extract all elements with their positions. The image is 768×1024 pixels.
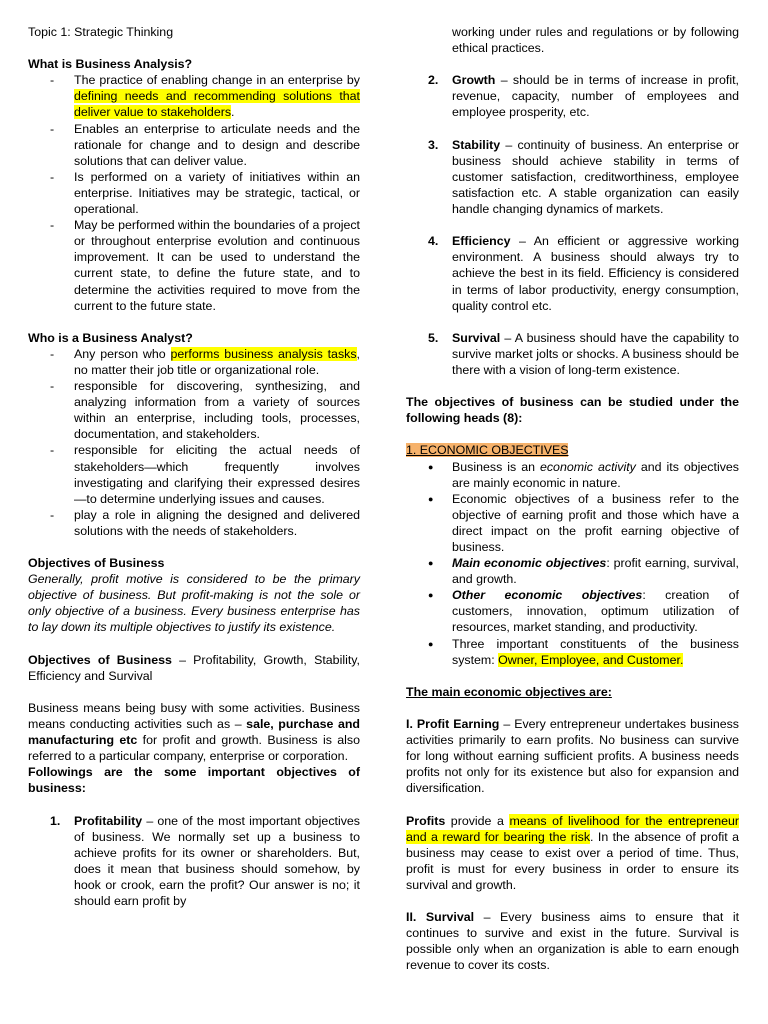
highlighted-text: performs business analysis tasks (170, 346, 357, 361)
ba-role-list (28, 346, 360, 539)
objectives-heading: Objectives of Business (28, 556, 165, 571)
list-item: 2. Growth – should be in terms of increase in profit, revenue, capacity, number of employees and employee prosperity, etc. (428, 73, 739, 120)
list-item: ● Three important constituents of the business system: Owner, Employee, and Customer. (406, 636, 739, 668)
objectives-list-left (28, 813, 360, 910)
list-item: ● Main economic objectives: profit earning, survival, and growth. (406, 555, 739, 587)
list-item: 3. Stability – continuity of business. An enterprise or business should achieve stability in terms of customer satisfaction, creditworthiness, employee satisfaction etc. A stable organization can easily handle changing dynamics of markets. (428, 137, 739, 217)
main-economic-objectives-heading: The main economic objectives are: (406, 684, 612, 699)
highlighted-text: Owner, Employee, and Customer. (498, 652, 684, 667)
list-item: - The practice of enabling change in an enterprise by defining needs and recommending solutions that deliver value to stakeholders. (28, 72, 360, 120)
list-item: 5. Survival – A business should have the capability to survive market jolts or shocks. A business should be there with a vision of long-term existence. (428, 330, 739, 377)
right-column (406, 24, 739, 974)
who-is-ba-heading: Who is a Business Analyst? (28, 330, 193, 345)
list-item-continued: working under rules and regulations or by following ethical practices. (452, 25, 739, 56)
survival-paragraph: II. Survival – Every business aims to ensure that it continues to survive and exist in the future. Survival is possible only when an organization is able to earn enough revenue to cover its costs. (406, 910, 740, 973)
list-item: 1. Profitability – one of the most important objectives of business. We normally set up a business to achieve profits for its owner or shareholders. But, does it mean that business should somehow, by hook or crook, earn the profit? Our answer is no; it should earn profit by (50, 813, 360, 909)
economic-objectives-heading: 1. ECONOMIC OBJECTIVES (406, 443, 569, 458)
highlighted-text: defining needs and recommending solutions that deliver value to stakeholders (74, 89, 360, 120)
list-item: - May be performed within the boundaries of a project or throughout enterprise evolution and continuous improvement. It can be used to understand the current state, to define the future state, and to determine the activities required to move from the current to the future state. (28, 217, 360, 314)
followings-heading: Followings are the some important objectives of business: (28, 765, 360, 796)
list-item: 4. Efficiency – An efficient or aggressive working environment. A business should always try to achieve the best in its field. Efficiency is considered in terms of labor productivity, energy consumption, quality control etc. (428, 234, 739, 313)
list-item: ● Other economic objectives: creation of customers, innovation, optimum utilization of resources, market standing, and productivity. (406, 587, 739, 635)
profits-paragraph: Profits provide a means of livelihood for the entrepreneur and a reward for bearing the risk. In the absence of profit a business may cease to exist over a period of time. Thus, profit is must for every business in order to ensure its survival and growth. (406, 813, 739, 892)
list-item: ● Economic objectives of a business refer to the objective of earning profit and those which have a direct impact on the profit earning objective of business. (406, 491, 739, 555)
ba-definition-list (28, 72, 360, 313)
economic-objectives-list (406, 459, 739, 668)
list-item: - play a role in aligning the designed and delivered solutions with the needs of stakeholders. (28, 507, 360, 539)
list-item: - responsible for discovering, synthesizing, and analyzing information from a variety of sources within an enterprise, including tools, processes, documentation, and stakeholders. (28, 378, 360, 442)
objectives-intro: Generally, profit motive is considered to be the primary objective of business. But profit-making is not the sole or only objective of a business. Every business enterprise has to lay down its multiple objectives to justify its existence. (28, 572, 360, 635)
list-item: - Any person who performs business analysis tasks, no matter their job title or organizational role. (28, 346, 360, 378)
business-meaning-paragraph: Business means being busy with some activities. Business means conducting activities such as – sale, purchase and manufacturing etc for profit and growth. Business is also referred to a particular company, enterprise or corporation. (28, 700, 360, 764)
objectives-summary: Objectives of Business – Profitability, Growth, Stability, Efficiency and Survival (28, 652, 360, 683)
profit-earning-paragraph: I. Profit Earning – Every entrepreneur undertakes business activities primarily to earn profits. No business can survive for long without earning sufficient profits. A business needs profits not only for its existence but also for expansion and diversification. (406, 717, 740, 796)
list-item: - Is performed on a variety of initiatives within an enterprise. Initiatives may be strategic, tactical, or operational. (28, 169, 360, 217)
left-column (28, 24, 360, 909)
list-item: - Enables an enterprise to articulate needs and the rationale for change and to design and describe solutions that can deliver value. (28, 121, 360, 169)
list-item: - responsible for eliciting the actual needs of stakeholders—which frequently involves investigating and clarifying their expressed desires—to determine underlying issues and causes. (28, 442, 360, 506)
topic-title: Topic 1: Strategic Thinking (28, 25, 174, 39)
highlighted-text: means of livelihood for the entrepreneur and a reward for bearing the risk (406, 813, 739, 844)
heads-paragraph: The objectives of business can be studied under the following heads (8): (406, 395, 739, 426)
list-item: ● Business is an economic activity and its objectives are mainly economic in nature. (406, 459, 739, 491)
what-is-ba-heading: What is Business Analysis? (28, 57, 193, 72)
objectives-list-right (406, 24, 739, 378)
